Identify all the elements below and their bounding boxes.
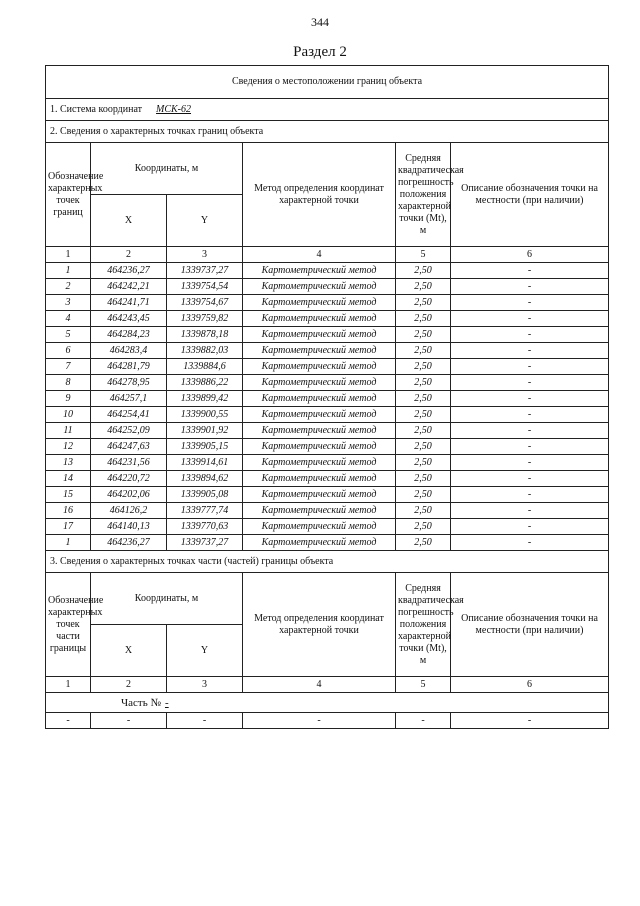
boundary-table — [45, 65, 609, 729]
point-description: - — [451, 503, 609, 519]
point-method: Картометрический метод — [243, 263, 396, 279]
point-description: - — [451, 263, 609, 279]
table-row — [46, 359, 609, 375]
point-x: 464247,63 — [91, 439, 167, 455]
point-x: 464243,45 — [91, 311, 167, 327]
point-description: - — [451, 455, 609, 471]
header-point-designation-part: Обозначение характерных точек части границы — [46, 573, 91, 677]
header-description: Описание обозначения точки на местности (при наличии) — [451, 573, 609, 677]
point-rms: 2,50 — [396, 407, 451, 423]
point-rms: 2,50 — [396, 327, 451, 343]
point-description: - — [451, 327, 609, 343]
colnum-4: 4 — [243, 247, 396, 263]
header-method: Метод определения координат характерной точки — [243, 573, 396, 677]
point-method: Картометрический метод — [243, 439, 396, 455]
colnum-5: 5 — [396, 247, 451, 263]
point-description: - — [451, 439, 609, 455]
header-rms: Средняя квадратическая погрешность положения характерной точки (Mt), м — [396, 143, 451, 247]
point-x: 464242,21 — [91, 279, 167, 295]
point-x: 464284,23 — [91, 327, 167, 343]
point-method: Картометрический метод — [243, 407, 396, 423]
point-x: 464236,27 — [91, 535, 167, 551]
page-number: 344 — [311, 15, 329, 29]
point-number: 10 — [46, 407, 91, 423]
table-row — [46, 295, 609, 311]
point-rms: 2,50 — [396, 391, 451, 407]
table-row — [46, 375, 609, 391]
point-number: 17 — [46, 519, 91, 535]
point-method: Картометрический метод — [243, 535, 396, 551]
point-description: - — [451, 391, 609, 407]
point-rms: 2,50 — [396, 311, 451, 327]
point-number: 4 — [46, 311, 91, 327]
point-x: 464126,2 — [91, 503, 167, 519]
point-number: 9 — [46, 391, 91, 407]
points-section-title: 2. Сведения о характерных точках границ объекта — [46, 121, 609, 143]
table-row — [46, 503, 609, 519]
point-method: Картометрический метод — [243, 391, 396, 407]
table-row — [46, 343, 609, 359]
point-number: 5 — [46, 327, 91, 343]
point-number: 1 — [46, 535, 91, 551]
point-rms: 2,50 — [396, 263, 451, 279]
table-row — [46, 439, 609, 455]
point-x: 464281,79 — [91, 359, 167, 375]
table-row — [46, 391, 609, 407]
table-row — [46, 519, 609, 535]
table-row — [46, 487, 609, 503]
point-method: Картометрический метод — [243, 423, 396, 439]
point-description: - — [451, 311, 609, 327]
point-method: Картометрический метод — [243, 295, 396, 311]
point-number: 2 — [46, 279, 91, 295]
point-method: Картометрический метод — [243, 343, 396, 359]
table-row — [46, 327, 609, 343]
table-row — [46, 713, 609, 729]
point-x: 464236,27 — [91, 263, 167, 279]
header-coordinates: Координаты, м — [91, 573, 243, 625]
point-number: 6 — [46, 343, 91, 359]
point-x: 464220,72 — [91, 471, 167, 487]
point-x: 464140,13 — [91, 519, 167, 535]
point-number: 15 — [46, 487, 91, 503]
point-rms: 2,50 — [396, 439, 451, 455]
point-number: 1 — [46, 263, 91, 279]
part-cell: - — [167, 713, 243, 729]
point-y: 1339914,61 — [167, 455, 243, 471]
table-row — [46, 471, 609, 487]
point-y: 1339900,55 — [167, 407, 243, 423]
colnum-5: 5 — [396, 677, 451, 693]
point-rms: 2,50 — [396, 455, 451, 471]
point-x: 464278,95 — [91, 375, 167, 391]
point-y: 1339777,74 — [167, 503, 243, 519]
point-description: - — [451, 295, 609, 311]
table-row — [46, 407, 609, 423]
point-x: 464257,1 — [91, 391, 167, 407]
header-y: Y — [167, 195, 243, 247]
point-rms: 2,50 — [396, 503, 451, 519]
point-number: 16 — [46, 503, 91, 519]
header-rms: Средняя квадратическая погрешность положения характерной точки (Mt), м — [396, 573, 451, 677]
point-number: 11 — [46, 423, 91, 439]
point-rms: 2,50 — [396, 295, 451, 311]
part-cell: - — [91, 713, 167, 729]
point-y: 1339737,27 — [167, 535, 243, 551]
point-y: 1339899,42 — [167, 391, 243, 407]
part-label: Часть № — [121, 696, 161, 709]
header-point-designation: Обозначение характерных точек границ — [46, 143, 91, 247]
colnum-6: 6 — [451, 247, 609, 263]
part-cell: - — [451, 713, 609, 729]
colnum-6: 6 — [451, 677, 609, 693]
part-cell: - — [243, 713, 396, 729]
point-y: 1339905,15 — [167, 439, 243, 455]
point-rms: 2,50 — [396, 343, 451, 359]
point-method: Картометрический метод — [243, 503, 396, 519]
header-x: X — [91, 195, 167, 247]
section-title: Раздел 2 — [293, 44, 347, 60]
header-coordinates: Координаты, м — [91, 143, 243, 195]
point-method: Картометрический метод — [243, 487, 396, 503]
table-row — [46, 535, 609, 551]
point-y: 1339884,6 — [167, 359, 243, 375]
point-rms: 2,50 — [396, 519, 451, 535]
point-description: - — [451, 519, 609, 535]
colnum-2: 2 — [91, 677, 167, 693]
point-description: - — [451, 343, 609, 359]
colnum-1: 1 — [46, 677, 91, 693]
header-description: Описание обозначения точки на местности (при наличии) — [451, 143, 609, 247]
point-rms: 2,50 — [396, 487, 451, 503]
point-method: Картометрический метод — [243, 375, 396, 391]
point-x: 464202,06 — [91, 487, 167, 503]
point-number: 8 — [46, 375, 91, 391]
point-y: 1339878,18 — [167, 327, 243, 343]
point-rms: 2,50 — [396, 359, 451, 375]
table-row — [46, 455, 609, 471]
point-y: 1339737,27 — [167, 263, 243, 279]
part-cell: - — [46, 713, 91, 729]
point-y: 1339901,92 — [167, 423, 243, 439]
point-x: 464283,4 — [91, 343, 167, 359]
point-y: 1339754,54 — [167, 279, 243, 295]
point-x: 464241,71 — [91, 295, 167, 311]
point-method: Картометрический метод — [243, 359, 396, 375]
parts-section-title: 3. Сведения о характерных точках части (частей) границы объекта — [46, 551, 609, 573]
point-description: - — [451, 471, 609, 487]
colnum-3: 3 — [167, 247, 243, 263]
point-rms: 2,50 — [396, 535, 451, 551]
point-description: - — [451, 487, 609, 503]
point-method: Картометрический метод — [243, 455, 396, 471]
point-rms: 2,50 — [396, 375, 451, 391]
point-y: 1339905,08 — [167, 487, 243, 503]
point-method: Картометрический метод — [243, 279, 396, 295]
header-method: Метод определения координат характерной точки — [243, 143, 396, 247]
table-row — [46, 263, 609, 279]
coord-system-row — [46, 99, 609, 121]
point-number: 3 — [46, 295, 91, 311]
point-y: 1339882,03 — [167, 343, 243, 359]
point-description: - — [451, 535, 609, 551]
table-row — [46, 311, 609, 327]
point-rms: 2,50 — [396, 279, 451, 295]
point-method: Картометрический метод — [243, 471, 396, 487]
colnum-4: 4 — [243, 677, 396, 693]
colnum-3: 3 — [167, 677, 243, 693]
coord-system-value: МСК-62 — [156, 103, 192, 115]
point-rms: 2,50 — [396, 423, 451, 439]
table-title: Сведения о местоположении границ объекта — [46, 66, 609, 99]
point-description: - — [451, 279, 609, 295]
colnum-1: 1 — [46, 247, 91, 263]
point-rms: 2,50 — [396, 471, 451, 487]
point-number: 12 — [46, 439, 91, 455]
point-y: 1339886,22 — [167, 375, 243, 391]
part-cell: - — [396, 713, 451, 729]
point-y: 1339770,63 — [167, 519, 243, 535]
point-x: 464252,09 — [91, 423, 167, 439]
colnum-2: 2 — [91, 247, 167, 263]
point-description: - — [451, 375, 609, 391]
part-value: - — [164, 696, 169, 709]
point-description: - — [451, 423, 609, 439]
header-x: X — [91, 625, 167, 677]
point-x: 464231,56 — [91, 455, 167, 471]
point-y: 1339894,62 — [167, 471, 243, 487]
point-number: 13 — [46, 455, 91, 471]
point-method: Картометрический метод — [243, 311, 396, 327]
part-label-row — [46, 693, 609, 713]
point-number: 14 — [46, 471, 91, 487]
coord-system-label: 1. Система координат — [50, 103, 143, 115]
point-number: 7 — [46, 359, 91, 375]
point-y: 1339759,82 — [167, 311, 243, 327]
table-row — [46, 279, 609, 295]
point-method: Картометрический метод — [243, 519, 396, 535]
header-y: Y — [167, 625, 243, 677]
point-method: Картометрический метод — [243, 327, 396, 343]
point-x: 464254,41 — [91, 407, 167, 423]
table-row — [46, 423, 609, 439]
point-description: - — [451, 407, 609, 423]
point-description: - — [451, 359, 609, 375]
point-y: 1339754,67 — [167, 295, 243, 311]
